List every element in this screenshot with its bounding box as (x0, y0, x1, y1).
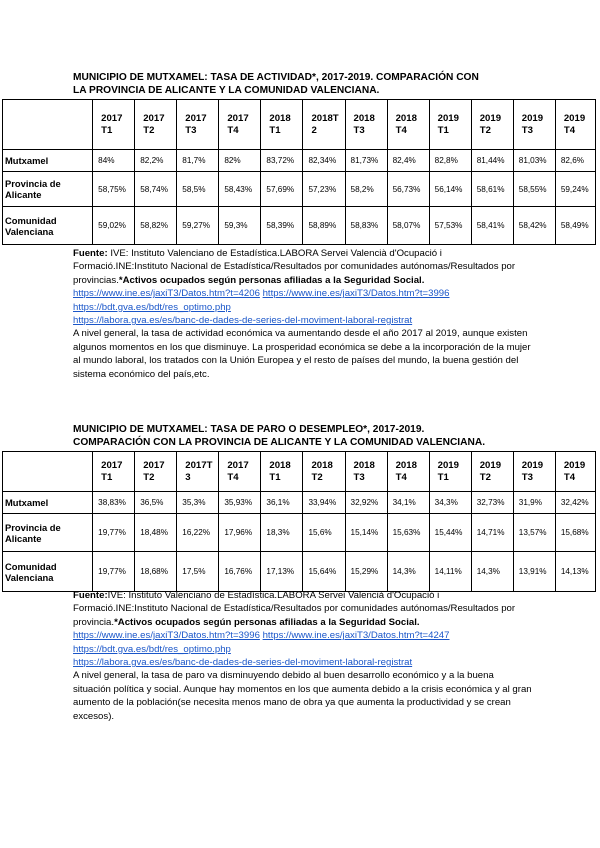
row-label: Comunidad Valenciana (3, 552, 93, 592)
column-header-part: 2019 (521, 112, 544, 124)
value-cell: 36,1% (261, 492, 303, 514)
source-text: IVE: Instituto Valenciano de Estadística.LABORA Servei Valencià d'Ocupació i Formació.INE:Instituto Nacional de Estadística/Resultados por comunidades autónomas/Resultados por provincia. (73, 590, 516, 628)
column-header-part: 2017 (101, 459, 123, 471)
value-cell: 57,53% (429, 207, 471, 245)
value-cell: 33,94% (303, 492, 345, 514)
table-row (3, 492, 596, 514)
value-cell: 15,64% (303, 552, 345, 592)
value-cell: 15,63% (387, 514, 429, 552)
column-header (261, 100, 303, 150)
column-header-part: T3 (185, 124, 197, 136)
column-header (513, 100, 555, 150)
column-header-part: 2018 (311, 459, 333, 471)
value-cell: 59,24% (555, 172, 595, 207)
value-cell: 58,49% (555, 207, 595, 245)
column-header-part: T2 (479, 124, 491, 136)
column-header (429, 100, 471, 150)
value-cell: 82,4% (387, 150, 429, 172)
section2-title (73, 423, 543, 449)
column-header-part: 2017 (143, 112, 165, 124)
source-label: Fuente: (73, 590, 108, 601)
value-cell: 15,44% (429, 514, 471, 552)
column-header (387, 452, 429, 492)
section2-source-block (73, 589, 533, 723)
source-note: *Activos ocupados según personas afiliadas a la Seguridad Social. (118, 274, 425, 286)
value-cell: 58,55% (513, 172, 555, 207)
column-header-part: 2019 (437, 112, 459, 124)
value-cell: 14,11% (429, 552, 471, 592)
value-cell: 31,9% (513, 492, 555, 514)
column-header-part: T2 (143, 471, 155, 483)
value-cell: 16,22% (177, 514, 219, 552)
value-cell: 16,76% (219, 552, 261, 592)
value-cell: 81,03% (513, 150, 555, 172)
value-cell: 32,92% (345, 492, 387, 514)
table-header-row (3, 452, 596, 492)
column-header-part: T4 (395, 471, 407, 483)
value-cell: 58,42% (513, 207, 555, 245)
table-row (3, 514, 596, 552)
source-link[interactable]: https://labora.gva.es/es/banc-de-dades-de-series-del-moviment-laboral-registrat (73, 657, 413, 669)
column-header (93, 452, 135, 492)
value-cell: 38,83% (93, 492, 135, 514)
column-header-part: 2018 (269, 459, 291, 471)
value-cell: 57,23% (303, 172, 345, 207)
column-header-part: T1 (269, 124, 281, 136)
column-header-part: 2017 (227, 112, 249, 124)
source-link[interactable]: https://bdt.gva.es/bdt/res_optimo.php (73, 301, 231, 313)
column-header (303, 100, 345, 150)
corner-cell (3, 452, 93, 492)
value-cell: 59,3% (219, 207, 261, 245)
table-row (3, 172, 596, 207)
column-header-part: T2 (479, 471, 491, 483)
value-cell: 83,72% (261, 150, 303, 172)
column-header-part: 2017T (185, 459, 213, 471)
value-cell: 15,68% (555, 514, 595, 552)
column-header-part: 3 (185, 471, 191, 483)
links-line (73, 314, 533, 327)
table-row (3, 150, 596, 172)
column-header (303, 452, 345, 492)
column-header (471, 452, 513, 492)
column-header (93, 100, 135, 150)
column-header-part: 2019 (479, 112, 502, 124)
column-header (387, 100, 429, 150)
source-link[interactable]: https://bdt.gva.es/bdt/res_optimo.php (73, 643, 231, 655)
value-cell: 15,14% (345, 514, 387, 552)
source-label: Fuente: (73, 248, 108, 259)
value-cell: 13,57% (513, 514, 555, 552)
column-header-part: T1 (101, 471, 113, 483)
value-cell: 18,68% (135, 552, 177, 592)
value-cell: 81,7% (177, 150, 219, 172)
value-cell: 56,73% (387, 172, 429, 207)
value-cell: 58,5% (177, 172, 219, 207)
row-label: Comunidad Valenciana (3, 207, 93, 245)
column-header-part: T1 (437, 471, 449, 483)
links-line (73, 287, 533, 300)
column-header-part: T4 (227, 471, 239, 483)
value-cell: 84% (93, 150, 135, 172)
source-paragraph (73, 247, 533, 287)
section1-source-block (73, 247, 533, 381)
source-link[interactable]: https://labora.gva.es/es/banc-de-dades-de-series-del-moviment-laboral-registrat (73, 315, 413, 327)
source-link[interactable]: https://www.ine.es/jaxiT3/Datos.htm?t=3996 (73, 630, 260, 642)
column-header (219, 100, 261, 150)
section1-title-line2: LA PROVINCIA DE ALICANTE Y LA COMUNIDAD VALENCIANA. (73, 85, 380, 96)
value-cell: 34,1% (387, 492, 429, 514)
source-link[interactable]: https://www.ine.es/jaxiT3/Datos.htm?t=4206 (73, 288, 260, 300)
row-label: Mutxamel (3, 492, 93, 514)
links-line (73, 656, 533, 669)
column-header-part: 2018 (353, 112, 375, 124)
links-line (73, 629, 533, 642)
column-header (177, 452, 219, 492)
column-header (135, 452, 177, 492)
value-cell: 58,89% (303, 207, 345, 245)
source-paragraph (73, 589, 533, 629)
value-cell: 58,39% (261, 207, 303, 245)
column-header-part: 2018 (395, 112, 417, 124)
column-header (219, 452, 261, 492)
value-cell: 17,96% (219, 514, 261, 552)
value-cell: 82,6% (555, 150, 595, 172)
value-cell: 32,73% (471, 492, 513, 514)
value-cell: 19,77% (93, 514, 135, 552)
column-header-part: 2019 (479, 459, 502, 471)
value-cell: 19,77% (93, 552, 135, 592)
value-cell: 15,29% (345, 552, 387, 592)
column-header-part: 2017 (143, 459, 165, 471)
value-cell: 57,69% (261, 172, 303, 207)
column-header (429, 452, 471, 492)
activity-rate-table (2, 99, 596, 245)
row-label: Provincia de Alicante (3, 514, 93, 552)
column-header (555, 452, 595, 492)
column-header (345, 452, 387, 492)
value-cell: 58,2% (345, 172, 387, 207)
value-cell: 58,83% (345, 207, 387, 245)
value-cell: 81,73% (345, 150, 387, 172)
unemployment-rate-table (2, 451, 596, 592)
value-cell: 58,43% (219, 172, 261, 207)
links-line (73, 301, 533, 314)
value-cell: 14,3% (471, 552, 513, 592)
value-cell: 58,41% (471, 207, 513, 245)
value-cell: 81,44% (471, 150, 513, 172)
links-line (73, 643, 533, 656)
column-header-part: T4 (395, 124, 407, 136)
section1-title-line1: MUNICIPIO DE MUTXAMEL: TASA DE ACTIVIDAD*, 2017-2019. COMPARACIÓN CON (73, 72, 479, 83)
value-cell: 14,3% (387, 552, 429, 592)
column-header (135, 100, 177, 150)
column-header-part: T3 (353, 471, 365, 483)
value-cell: 59,02% (93, 207, 135, 245)
column-header (177, 100, 219, 150)
column-header (555, 100, 595, 150)
table-row (3, 207, 596, 245)
column-header-part: T3 (521, 471, 533, 483)
section2-title-line2: COMPARACIÓN CON LA PROVINCIA DE ALICANTE Y LA COMUNIDAD VALENCIANA. (73, 437, 486, 448)
column-header-part: 2018 (353, 459, 375, 471)
row-label: Mutxamel (3, 150, 93, 172)
column-header-part: 2019 (563, 459, 586, 471)
column-header-part: 2019 (437, 459, 459, 471)
column-header-part: 2 (311, 124, 317, 136)
value-cell: 82,2% (135, 150, 177, 172)
value-cell: 34,3% (429, 492, 471, 514)
column-header-part: 2019 (521, 459, 544, 471)
column-header-part: T4 (563, 124, 576, 136)
value-cell: 35,3% (177, 492, 219, 514)
column-header (471, 100, 513, 150)
column-header (261, 452, 303, 492)
value-cell: 82,34% (303, 150, 345, 172)
column-header-part: 2017 (185, 112, 207, 124)
value-cell: 18,48% (135, 514, 177, 552)
column-header-part: T2 (311, 471, 323, 483)
value-cell: 14,71% (471, 514, 513, 552)
value-cell: 32,42% (555, 492, 595, 514)
value-cell: 59,27% (177, 207, 219, 245)
value-cell: 14,13% (555, 552, 595, 592)
column-header-part: 2018 (395, 459, 417, 471)
source-note: *Activos ocupados según personas afiliadas a la Seguridad Social. (114, 616, 420, 628)
analysis-paragraph: A nivel general, la tasa de actividad económica va aumentando desde el año 2017 al 2019, aunque existen algunos momentos en los que disminuye. La prosperidad económica se debe a la incorporación de la mujer al mundo laboral, los tratados con la Unión Europea y el resto de países del mundo, la buena gestión del sistema económico del país,etc. (73, 328, 531, 380)
value-cell: 58,75% (93, 172, 135, 207)
source-link[interactable]: https://www.ine.es/jaxiT3/Datos.htm?t=3996 (262, 288, 450, 300)
column-header-part: 2018T (311, 112, 339, 124)
section2-title-line1: MUNICIPIO DE MUTXAMEL: TASA DE PARO O DESEMPLEO*, 2017-2019. (73, 424, 425, 435)
value-cell: 58,07% (387, 207, 429, 245)
row-label: Provincia de Alicante (3, 172, 93, 207)
value-cell: 18,3% (261, 514, 303, 552)
column-header-part: 2017 (101, 112, 123, 124)
value-cell: 82% (219, 150, 261, 172)
column-header-part: T4 (563, 471, 576, 483)
value-cell: 36,5% (135, 492, 177, 514)
column-header-part: 2019 (563, 112, 586, 124)
source-text: IVE: Instituto Valenciano de Estadística.LABORA Servei Valencià d'Ocupació i Formació.INE:Instituto Nacional de Estadística/Resultados por comunidades autónomas/Resultados por provincias. (73, 248, 516, 286)
value-cell: 17,5% (177, 552, 219, 592)
value-cell: 56,14% (429, 172, 471, 207)
table-row (3, 552, 596, 592)
value-cell: 35,93% (219, 492, 261, 514)
analysis-paragraph: A nivel general, la tasa de paro va disminuyendo debido al buen desarrollo económico y a la buena situación política y social. Aunque hay momentos en los que aumenta debido a la crisis económica y al gran aumento de la población(se necesita menos mano de obra ya que aumenta la productividad y se crean excesos). (73, 670, 532, 722)
source-link[interactable]: https://www.ine.es/jaxiT3/Datos.htm?t=4247 (262, 630, 450, 642)
column-header-part: T1 (101, 124, 113, 136)
column-header-part: T1 (269, 471, 281, 483)
column-header (345, 100, 387, 150)
column-header-part: 2018 (269, 112, 291, 124)
column-header (513, 452, 555, 492)
corner-cell (3, 100, 93, 150)
value-cell: 58,82% (135, 207, 177, 245)
value-cell: 17,13% (261, 552, 303, 592)
value-cell: 58,74% (135, 172, 177, 207)
table-header-row (3, 100, 596, 150)
column-header-part: T3 (521, 124, 533, 136)
value-cell: 15,6% (303, 514, 345, 552)
column-header-part: 2017 (227, 459, 249, 471)
value-cell: 58,61% (471, 172, 513, 207)
column-header-part: T1 (437, 124, 449, 136)
column-header-part: T2 (143, 124, 155, 136)
section1-title (73, 71, 543, 97)
value-cell: 13,91% (513, 552, 555, 592)
column-header-part: T3 (353, 124, 365, 136)
value-cell: 82,8% (429, 150, 471, 172)
column-header-part: T4 (227, 124, 239, 136)
